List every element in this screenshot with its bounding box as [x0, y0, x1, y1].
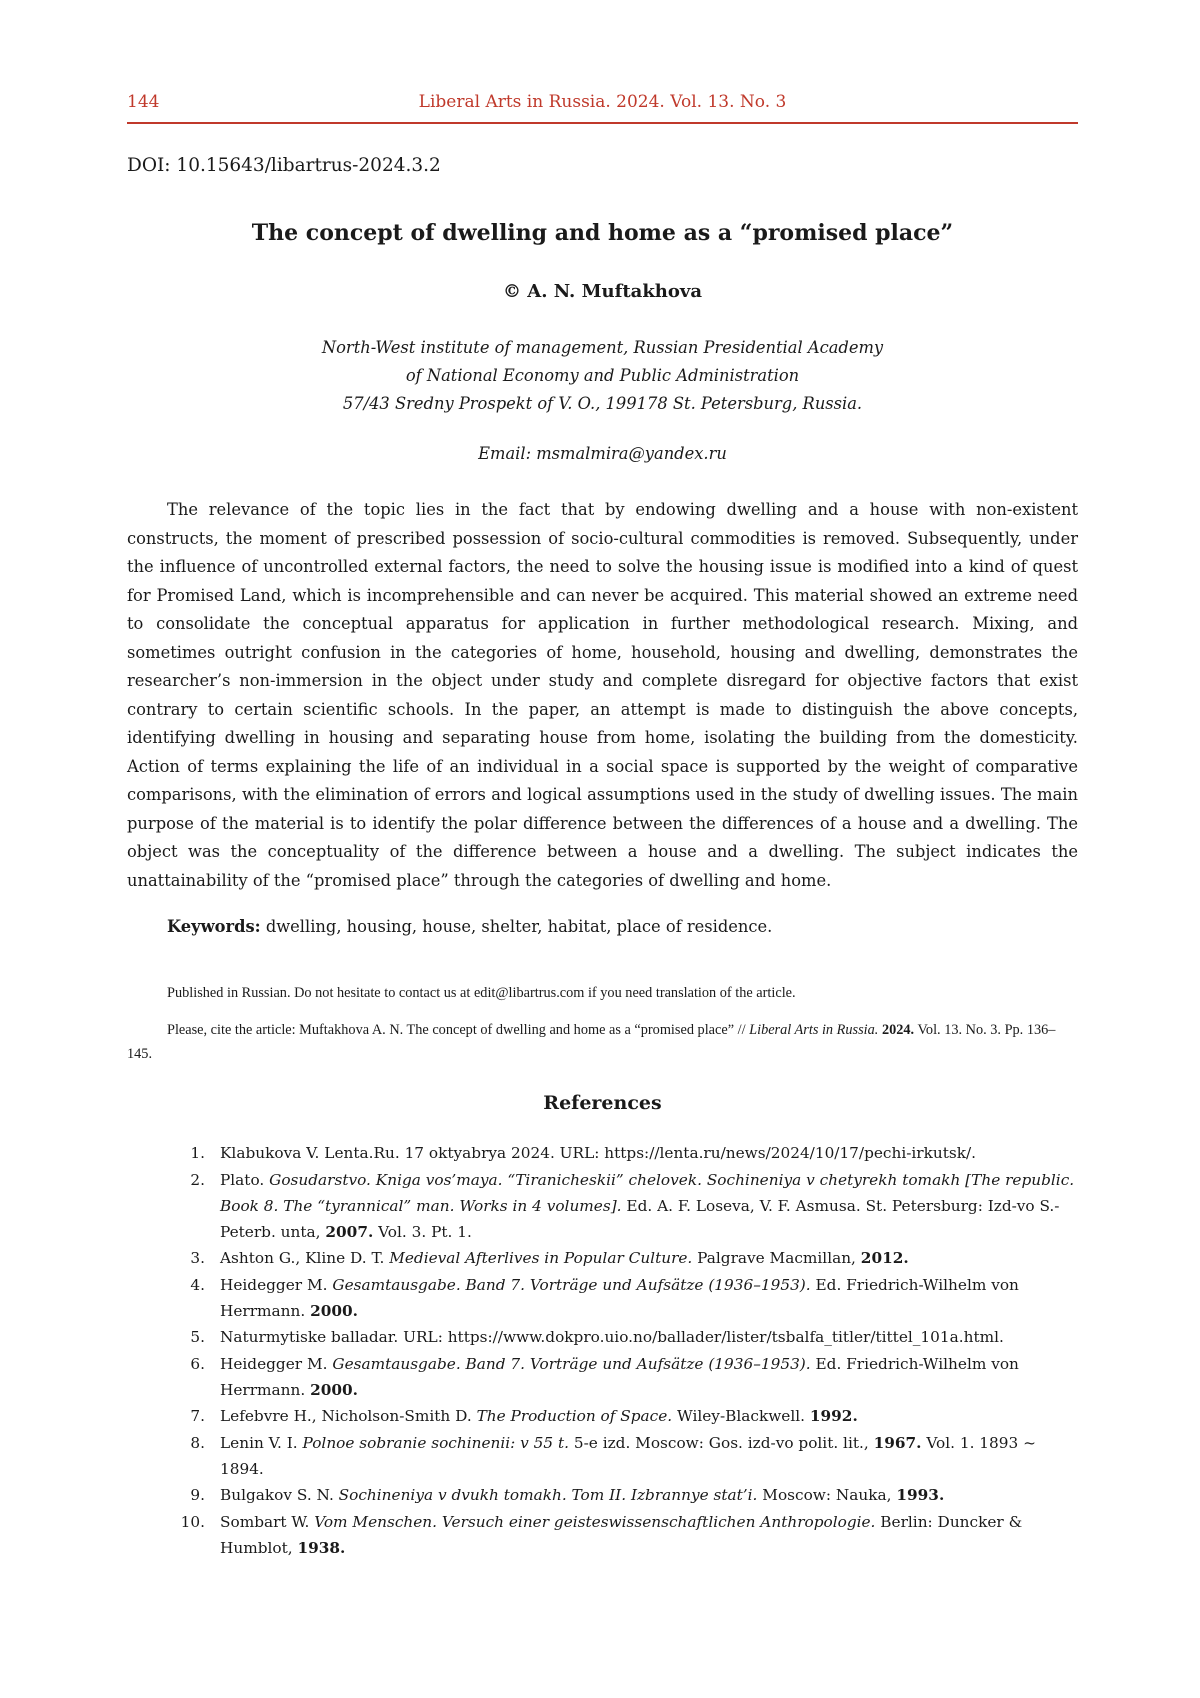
reference-item [175, 1482, 1078, 1508]
affiliation-line: North-West institute of management, Russian Presidential Academy [127, 334, 1078, 362]
reference-title: Medieval Afterlives in Popular Culture. [389, 1249, 692, 1267]
affiliation [127, 334, 1078, 418]
reference-year: 1938. [297, 1539, 345, 1557]
reference-text: Heidegger M. [220, 1276, 332, 1294]
running-header [127, 92, 1078, 124]
reference-title: Gesamtausgabe. Band 7. Vorträge und Aufsätze (1936–1953). [332, 1276, 810, 1294]
reference-item [175, 1245, 1078, 1271]
affiliation-address: 57/43 Sredny Prospekt of V. O., 199178 St. Petersburg, Russia. [127, 390, 1078, 418]
reference-title: Vom Menschen. Versuch einer geisteswissenschaftlichen Anthropologie. [314, 1513, 875, 1531]
reference-text: Bulgakov S. N. [220, 1486, 339, 1504]
reference-year: 2000. [310, 1381, 358, 1399]
reference-text: Lenin V. I. [220, 1434, 303, 1452]
reference-item [175, 1351, 1078, 1403]
reference-publisher: Berlin: Duncker & Humblot, [220, 1513, 1022, 1557]
reference-number: 7. [175, 1403, 205, 1429]
keywords [167, 917, 1078, 936]
reference-text: Klabukova V. Lenta.Ru. 17 oktyabrya 2024. URL: https://lenta.ru/news/2024/10/17/pechi-irkutsk/. [220, 1144, 976, 1162]
reference-number: 1. [175, 1140, 205, 1166]
reference-number: 3. [175, 1245, 205, 1271]
reference-text: Plato. [220, 1171, 269, 1189]
reference-year: 2007. [325, 1223, 373, 1241]
reference-title: Sochineniya v dvukh tomakh. Tom II. Izbrannye stat’i. [339, 1486, 758, 1504]
reference-publisher: 5-e izd. Moscow: Gos. izd-vo polit. lit., [569, 1434, 874, 1452]
keywords-label: Keywords: [167, 917, 261, 936]
reference-number: 2. [175, 1167, 205, 1193]
reference-number: 6. [175, 1351, 205, 1377]
page-number: 144 [127, 92, 159, 112]
reference-text: Naturmytiske balladar. URL: https://www.dokpro.uio.no/ballader/lister/tsbalfa_titler/tittel_101a.html. [220, 1328, 1004, 1346]
reference-number: 4. [175, 1272, 205, 1298]
reference-year: 1992. [810, 1407, 858, 1425]
citation [127, 1018, 1078, 1066]
citation-year: 2024. [882, 1022, 914, 1038]
author: © A. N. Muftakhova [127, 281, 1078, 302]
reference-text: Ashton G., Kline D. T. [220, 1249, 389, 1267]
reference-item [175, 1272, 1078, 1324]
reference-title: Gosudarstvo. Kniga vos’maya. “Tiranicheskii” chelovek. Sochineniya v chetyrekh tomakh [The republic. Book 8. The “tyrannical” man. Works in 4 volumes]. [220, 1171, 1074, 1215]
reference-year: 2000. [310, 1302, 358, 1320]
citation-rest: Vol. 13. No. 3. Pp. 136–145. [127, 1022, 1055, 1062]
reference-text: Lefebvre H., Nicholson-Smith D. [220, 1407, 477, 1425]
reference-publisher: Wiley-Blackwell. [672, 1407, 810, 1425]
article-title: The concept of dwelling and home as a “promised place” [127, 220, 1078, 246]
journal-title: Liberal Arts in Russia. 2024. Vol. 13. No. 3 [127, 92, 1078, 112]
email: Email: msmalmira@yandex.ru [127, 444, 1078, 463]
reference-item [175, 1509, 1078, 1561]
reference-item [175, 1430, 1078, 1482]
reference-title: Gesamtausgabe. Band 7. Vorträge und Aufsätze (1936–1953). [332, 1355, 810, 1373]
reference-publisher: Ed. A. F. Loseva, V. F. Asmusa. St. Petersburg: Izd-vo S.-Peterb. unta, [220, 1197, 1059, 1241]
reference-publisher: Ed. Friedrich-Wilhelm von Herrmann. [220, 1355, 1019, 1399]
reference-tail: Vol. 1. 1893 ~ 1894. [220, 1434, 1036, 1478]
abstract: The relevance of the topic lies in the fact that by endowing dwelling and a house with non-existent constructs, the moment of prescribed possession of socio-cultural commodities is removed. Subsequently, under the influence of uncontrolled external factors, the need to solve the housing issue is modified into a kind of quest for Promised Land, which is incomprehensible and can never be acquired. This material showed an extreme need to consolidate the conceptual apparatus for application in further methodological research. Mixing, and sometimes outright confusion in the categories of home, household, housing and dwelling, demonstrates the researcher’s non-immersion in the object under study and complete disregard for objective factors that exist contrary to certain scientific schools. In the paper, an attempt is made to distinguish the above concepts, identifying dwelling in housing and separating house from home, isolating the building from the domesticity. Action of terms explaining the life of an individual in a social space is supported by the weight of comparative comparisons, with the elimination of errors and logical assumptions used in the study of dwelling issues. The main purpose of the material is to identify the polar difference between the differences of a house and a dwelling. The object was the conceptuality of the difference between a house and a dwelling. The subject indicates the unattainability of the “promised place” through the categories of dwelling and home. [127, 496, 1078, 895]
reference-item [175, 1167, 1078, 1245]
reference-title: Polnoe sobranie sochinenii: v 55 t. [303, 1434, 569, 1452]
citation-prefix: Please, cite the article: Muftakhova A. N. The concept of dwelling and home as a “promised place” // [167, 1022, 749, 1038]
references-heading: References [127, 1092, 1078, 1114]
doi: DOI: 10.15643/libartrus-2024.3.2 [127, 155, 441, 176]
reference-item [175, 1324, 1078, 1350]
reference-title: The Production of Space. [477, 1407, 673, 1425]
reference-publisher: Palgrave Macmillan, [692, 1249, 861, 1267]
reference-number: 9. [175, 1482, 205, 1508]
reference-number: 5. [175, 1324, 205, 1350]
keywords-text: dwelling, housing, house, shelter, habitat, place of residence. [266, 917, 772, 936]
reference-number: 10. [175, 1509, 205, 1535]
references-list [175, 1140, 1078, 1561]
reference-year: 1993. [896, 1486, 944, 1504]
reference-year: 1967. [874, 1434, 922, 1452]
reference-text: Sombart W. [220, 1513, 314, 1531]
reference-number: 8. [175, 1430, 205, 1456]
citation-journal: Liberal Arts in Russia. [749, 1022, 878, 1038]
reference-publisher: Ed. Friedrich-Wilhelm von Herrmann. [220, 1276, 1019, 1320]
reference-year: 2012. [861, 1249, 909, 1267]
reference-tail: Vol. 3. Pt. 1. [373, 1223, 472, 1241]
affiliation-line: of National Economy and Public Administration [127, 362, 1078, 390]
reference-text: Heidegger M. [220, 1355, 332, 1373]
reference-item [175, 1140, 1078, 1166]
reference-item [175, 1403, 1078, 1429]
reference-publisher: Moscow: Nauka, [757, 1486, 896, 1504]
published-note: Published in Russian. Do not hesitate to contact us at edit@libartrus.com if you need translation of the article. [167, 985, 1078, 1002]
